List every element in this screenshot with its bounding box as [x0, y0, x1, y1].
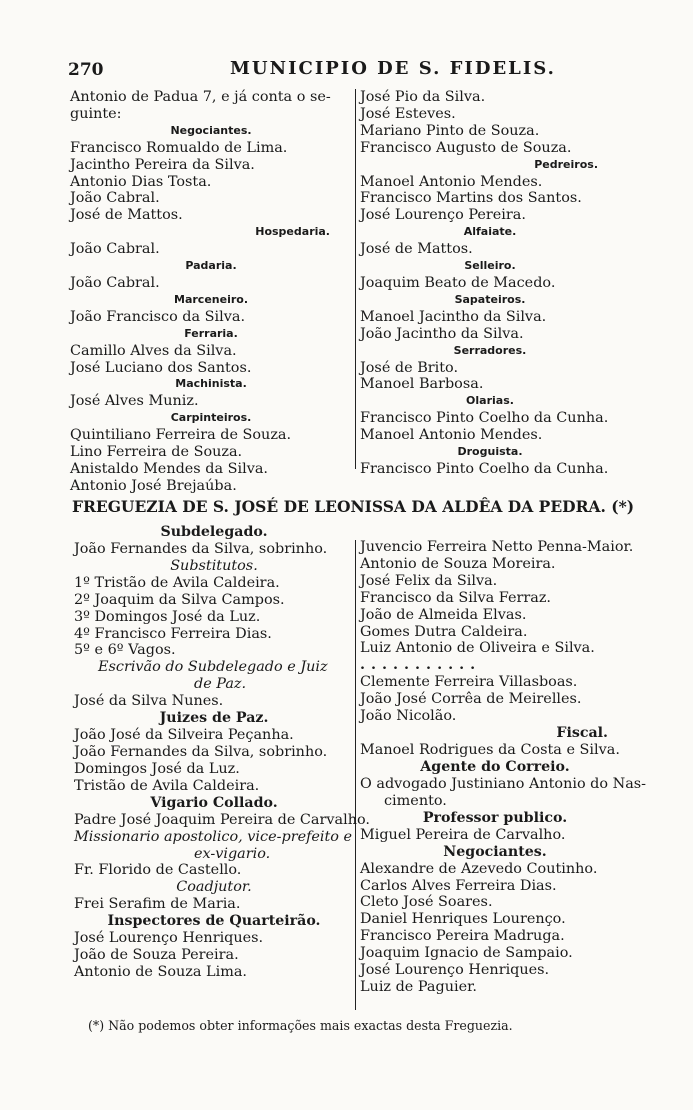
heading-serradores: Serradores. — [453, 343, 527, 357]
list-item: Joaquim Ignacio de Sampaio. — [360, 945, 573, 962]
list-item: Jacintho Pereira da Silva. — [70, 156, 255, 173]
right-column-top — [360, 89, 620, 478]
heading-juizes: Juizes de Paz. — [159, 710, 269, 727]
list-item: Fr. Florido de Castello. — [74, 862, 242, 879]
list-item: Domingos José da Luz. — [74, 760, 240, 777]
list-item: Quintiliano Ferreira de Souza. — [70, 427, 292, 444]
heading-escrivao: Escrivão do Subdelegado e Juiz — [98, 659, 328, 676]
list-item: João Francisco da Silva. — [70, 308, 246, 325]
list-item: Francisco Pinto Coelho da Cunha. — [360, 410, 609, 427]
heading-pedreiros: Pedreiros. — [534, 157, 598, 171]
list-item: 1º Tristão de Avila Caldeira. — [74, 574, 280, 591]
list-item: Antonio José Brejaúba. — [70, 477, 237, 494]
intro-line: Antonio de Padua 7, e já conta o se- — [70, 89, 331, 105]
list-item: 5º e 6º Vagos. — [74, 642, 176, 659]
list-item: José Luciano dos Santos. — [70, 359, 252, 376]
page-number: 270 — [68, 60, 104, 80]
list-item: João José da Silveira Peçanha. — [74, 727, 294, 744]
list-item: José de Brito. — [360, 359, 459, 376]
list-item: Padre José Joaquim Pereira de Carvalho. — [74, 811, 370, 828]
list-item: Antonio de Souza Lima. — [74, 963, 248, 980]
list-item: Manoel Rodrigues da Costa e Silva. — [360, 741, 620, 758]
heading-inspectores: Inspectores de Quarteirão. — [107, 913, 321, 930]
column-divider — [355, 540, 356, 1010]
list-item: Joaquim Beato de Macedo. — [360, 274, 556, 291]
heading-substitutos: Substitutos. — [170, 557, 258, 574]
footnote: (*) Não podemos obter informações mais exactas desta Freguezia. — [88, 1018, 513, 1033]
list-item: José Lourenço Pereira. — [360, 207, 526, 224]
list-item: João Nicolão. — [360, 708, 457, 725]
list-item: Cleto José Soares. — [360, 894, 493, 911]
list-item: João Fernandes da Silva, sobrinho. — [74, 541, 328, 557]
intro-line: guinte: — [70, 105, 122, 122]
heading-olarias: Olarias. — [466, 394, 514, 408]
list-item: José Felix da Silva. — [360, 572, 498, 589]
list-item: 3º Domingos José da Luz. — [74, 608, 261, 625]
list-item: João Cabral. — [70, 241, 160, 258]
list-item: Antonio de Souza Moreira. — [360, 555, 556, 572]
heading-alfaiate: Alfaiate. — [463, 225, 517, 239]
heading-agente-correio: Agente do Correio. — [420, 758, 570, 775]
list-item: Juvencio Ferreira Netto Penna-Maior. — [360, 539, 634, 555]
heading-droguista: Droguista. — [457, 445, 523, 459]
heading-carpinteiros: Carpinteiros. — [170, 411, 252, 425]
list-item: João de Souza Pereira. — [74, 947, 239, 964]
list-item: Miguel Pereira de Carvalho. — [360, 826, 566, 843]
heading-missionario: Missionario apostolico, vice-prefeito e — [74, 828, 353, 845]
list-item: Anistaldo Mendes da Silva. — [70, 460, 268, 477]
heading-fiscal: Fiscal. — [556, 724, 608, 741]
list-item: João José Corrêa de Meirelles. — [360, 691, 582, 708]
list-item: Tristão de Avila Caldeira. — [74, 777, 260, 794]
list-item: Luiz Antonio de Oliveira e Silva. — [360, 640, 595, 657]
list-item: Francisco Pinto Coelho da Cunha. — [360, 460, 609, 477]
heading-professor: Professor publico. — [422, 809, 568, 826]
list-item: Luiz de Paguier. — [360, 978, 477, 995]
list-item: Manoel Antonio Mendes. — [360, 427, 543, 444]
list-item: 2º Joaquim da Silva Campos. — [74, 591, 285, 608]
list-item: José Esteves. — [360, 105, 456, 122]
list-item: 4º Francisco Ferreira Dias. — [74, 625, 272, 642]
list-item: José Lourenço Henriques. — [360, 962, 550, 979]
list-item: José Alves Muniz. — [70, 393, 199, 410]
list-item: Manoel Antonio Mendes. — [360, 173, 543, 190]
heading-coadjutor: Coadjutor. — [176, 879, 252, 896]
heading-hospedaria: Hospedaria. — [255, 225, 330, 239]
list-item: Francisco Pereira Madruga. — [360, 928, 565, 945]
list-item: Manoel Jacintho da Silva. — [360, 308, 547, 325]
heading-negociantes: Negociantes. — [443, 843, 547, 860]
column-divider — [355, 89, 356, 469]
heading-marceneiro: Marceneiro. — [174, 292, 248, 306]
list-item: Daniel Henriques Lourenço. — [360, 911, 566, 928]
heading-selleiro: Selleiro. — [464, 259, 516, 273]
list-item: Gomes Dutra Caldeira. — [360, 623, 528, 640]
list-item: José de Mattos. — [70, 207, 183, 224]
heading-missionario-cont: ex-vigario. — [194, 845, 271, 862]
running-header: MUNICIPIO DE S. FIDELIS. — [230, 58, 556, 79]
heading-escrivao-cont: de Paz. — [194, 676, 247, 693]
heading-sapateiros: Sapateiros. — [454, 292, 526, 306]
list-item: José Pio da Silva. — [360, 89, 486, 105]
list-item: Camillo Alves da Silva. — [70, 342, 237, 359]
list-item: Frei Serafim de Maria. — [74, 896, 241, 913]
list-item: Manoel Barbosa. — [360, 376, 484, 393]
list-item: O advogado Justiniano Antonio do Nas- — [360, 775, 647, 792]
heading-vigario: Vigario Collado. — [150, 794, 278, 811]
heading-subdelegado: Subdelegado. — [160, 524, 268, 540]
heading-padaria: Padaria. — [185, 259, 237, 273]
left-column-top — [70, 89, 352, 495]
list-item: José de Mattos. — [360, 241, 473, 258]
left-column-bottom — [74, 524, 370, 981]
list-item: Lino Ferreira de Souza. — [70, 444, 243, 461]
heading-ferraria: Ferraria. — [184, 326, 238, 340]
list-item: João Fernandes da Silva, sobrinho. — [74, 743, 328, 760]
list-item: Francisco Martins dos Santos. — [360, 190, 582, 207]
heading-machinista: Machinista. — [175, 377, 247, 391]
list-item: José da Silva Nunes. — [74, 693, 224, 710]
list-item: João Cabral. — [70, 190, 160, 207]
list-item: Clemente Ferreira Villasboas. — [360, 674, 578, 691]
list-item: João Cabral. — [70, 274, 160, 291]
list-item: Mariano Pinto de Souza. — [360, 122, 540, 139]
section-title: FREGUEZIA DE S. JOSÉ DE LEONISSA DA ALDÊA DA PEDRA. (*) — [72, 497, 635, 516]
list-item: José Lourenço Henriques. — [74, 930, 264, 947]
list-item: Francisco da Silva Ferraz. — [360, 589, 551, 606]
list-item: Antonio Dias Tosta. — [70, 173, 212, 190]
right-column-bottom — [360, 539, 647, 996]
list-item: Carlos Alves Ferreira Dias. — [360, 877, 557, 894]
list-item-cont: cimento. — [384, 792, 447, 809]
list-item: Francisco Augusto de Souza. — [360, 139, 572, 156]
list-item: João Jacintho da Silva. — [360, 325, 524, 342]
heading-negociantes: Negociantes. — [170, 123, 252, 137]
list-item: Alexandre de Azevedo Coutinho. — [360, 860, 598, 877]
list-item: Francisco Romualdo de Lima. — [70, 139, 288, 156]
dotted-separator: ........... — [360, 656, 482, 674]
list-item: João de Almeida Elvas. — [360, 606, 527, 623]
